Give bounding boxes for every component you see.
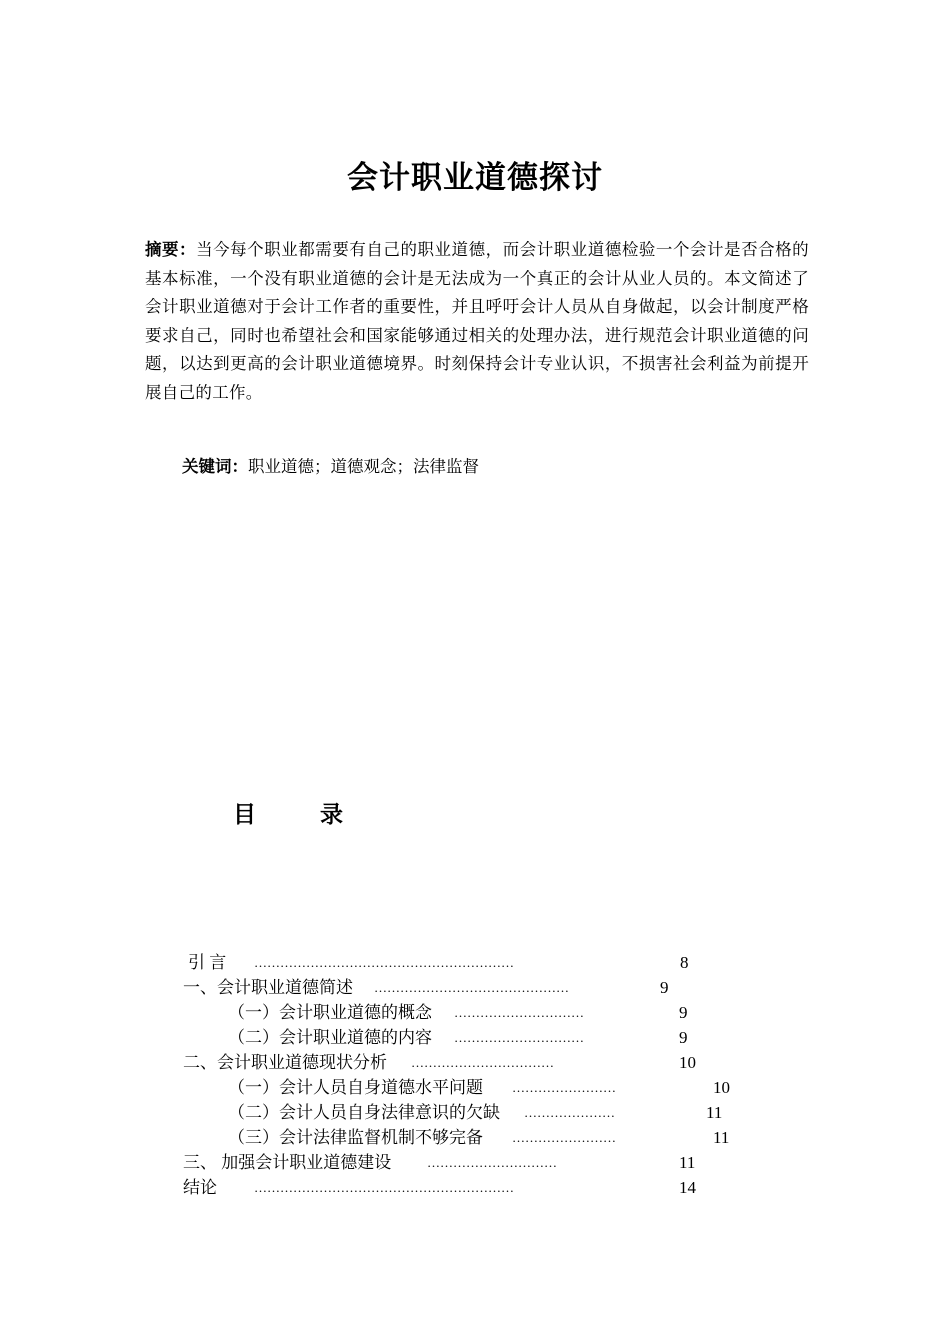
toc-item-page: 8: [680, 953, 689, 972]
abstract-label: 摘要：: [145, 240, 197, 259]
toc-item-leader: …………………………: [454, 1030, 584, 1045]
toc-item-label: 结论: [183, 1178, 217, 1197]
document-title: 会计职业道德探讨: [347, 160, 603, 196]
toc-item-leader: …………………: [524, 1105, 615, 1120]
keywords-line: [182, 454, 479, 480]
toc-item-leader: …………………………: [454, 1005, 584, 1020]
toc-item-label: 三、 加强会计职业道德建设: [183, 1153, 392, 1172]
abstract-text: 当今每个职业都需要有自己的职业道德，而会计职业道德检验一个会计是否合格的基本标准，一个没有职业道德的会计是无法成为一个真正的会计从业人员的。本文简述了会计职业道德对于会计工作者的重要性，并且呼吁会计人员从自身做起，以会计制度严格要求自己，同时也希望社会和国家能够通过相关的处理办法，进行规范会计职业道德的问题，以达到更高的会计职业道德境界。时刻保持会计专业认识，不损害社会利益为前提开展自己的工作。: [145, 240, 809, 402]
toc-item-leader: ………………………………………: [374, 980, 569, 995]
abstract-paragraph: [145, 236, 809, 407]
toc-item-page: 11: [679, 1153, 696, 1172]
toc-item-leader: ……………………: [512, 1130, 616, 1145]
toc-item-label: 一、会计职业道德简述: [183, 978, 353, 997]
toc-item-page: 10: [679, 1053, 696, 1072]
toc-title: 目 录: [233, 802, 344, 828]
toc-item-leader: ……………………………………………………: [254, 955, 514, 970]
toc-item-label: （三）会计法律监督机制不够完备: [228, 1128, 483, 1147]
toc-item-leader: …………………………: [427, 1155, 557, 1170]
toc-item-leader: ……………………………: [411, 1055, 554, 1070]
toc-item-label: （一）会计人员自身道德水平问题: [228, 1078, 483, 1097]
toc-item-label: 二、会计职业道德现状分析: [183, 1053, 387, 1072]
toc-item-leader: ……………………: [512, 1080, 616, 1095]
toc-item-page: 9: [679, 1028, 688, 1047]
toc-item-page: 14: [679, 1178, 696, 1197]
toc-item-label: （一）会计职业道德的概念: [228, 1003, 432, 1022]
toc-item-page: 10: [713, 1078, 730, 1097]
keywords-label: 关键词：: [182, 457, 248, 476]
toc-item-page: 11: [713, 1128, 730, 1147]
toc-item-label: （二）会计职业道德的内容: [228, 1028, 432, 1047]
toc-item-leader: ……………………………………………………: [254, 1180, 514, 1195]
toc-item-label: （二）会计人员自身法律意识的欠缺: [228, 1103, 500, 1122]
keywords-text: 职业道德；道德观念；法律监督: [248, 457, 479, 476]
toc-item-page: 9: [660, 978, 669, 997]
toc-item-page: 11: [706, 1103, 723, 1122]
toc-item-page: 9: [679, 1003, 688, 1022]
toc-item-label: 引 言: [188, 953, 227, 972]
